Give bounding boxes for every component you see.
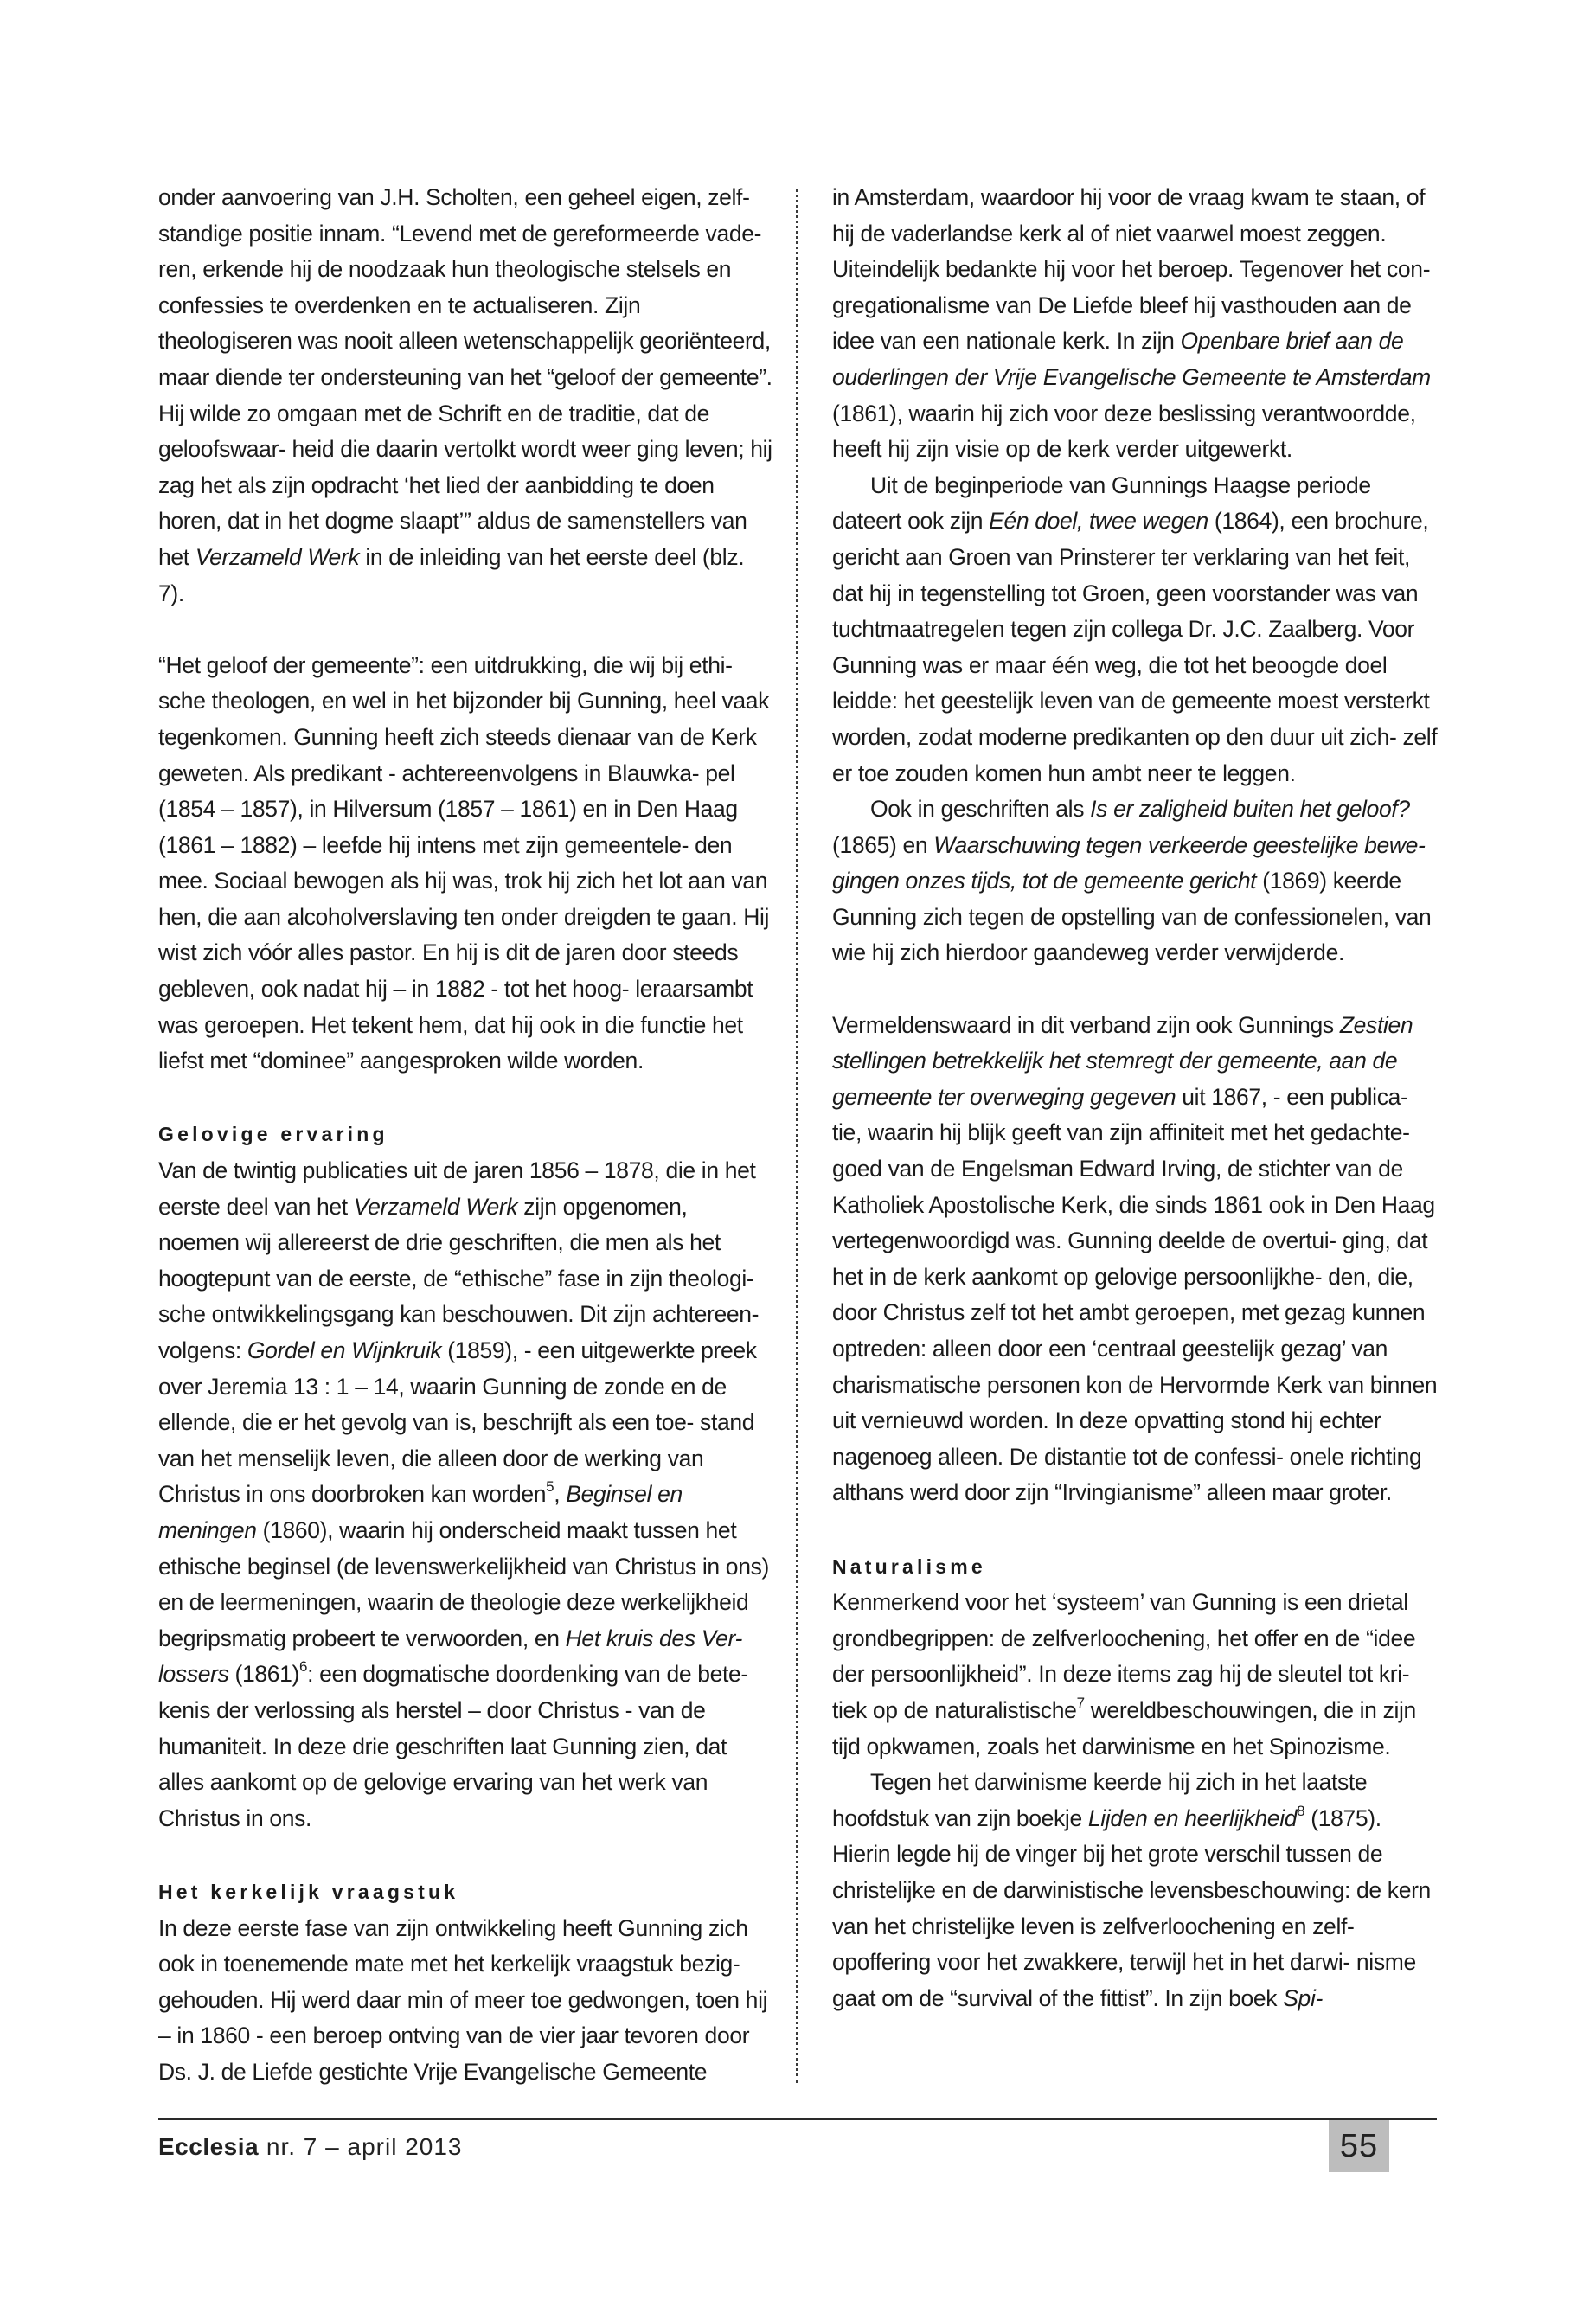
amsterdam-paragraph: in Amsterdam, waardoor hij voor de vraag kwam te staan, of hij de vaderlandse kerk al of niet vaarwel moest zeggen. Uiteindelijk bedankte hij voor het beroep. Tegenover het con- gregationalisme van De Liefde bleef hij vasthouden aan de idee van een nationale kerk. In zijn Openbare brief aan de ouderlingen der Vrije Evangelische Gemeente te Amsterdam (1861), waarin hij zich voor deze beslissing verantwoordde, heeft hij zijn visie op de kerk verder uitgewerkt. [832, 184, 1431, 463]
book-title: Gordel en Wijnkruik [247, 1337, 442, 1363]
footnote-ref-8: 8 [1297, 1802, 1305, 1819]
publication-name: Ecclesia [158, 2133, 260, 2160]
book-title: Verzameld Werk [353, 1193, 518, 1220]
book-title: Lijden en heerlijkheid [1087, 1804, 1298, 1831]
left-column [158, 180, 774, 2090]
book-title: Openbare brief aan de ouderlingen der Vrije Evangelische Gemeente te Amsterdam [832, 328, 1431, 390]
footer-rule [158, 2118, 1437, 2120]
book-title: Beginsel en meningen [158, 1481, 683, 1543]
footer-publication [158, 2130, 462, 2164]
book-title: Waarschuwing tegen verkeerde geestelijke bewe- gingen onzes tijds, tot de gemeente gericht [832, 831, 1426, 894]
section-heading-naturalisme: Naturalisme [832, 1554, 986, 1578]
gelovige-ervaring-paragraph: Van de twintig publicaties uit de jaren 1856 – 1878, die in het eerste deel van het Verzameld Werk zijn opgenomen, noemen wij allereerst de drie geschriften, die men als het hoogtepunt van de eerste, de “ethische” fase in zijn theologi- sche ontwikkelingsgang kan beschouwen. Dit zijn achtereen- volgens: Gordel en Wijnkruik (1859), - een uitgewerkte preek over Jeremia 13 : 1 – 14, waarin Gunning de zonde en de ellende, die er het gevolg van is, beschrijft als een toe- stand van het menselijk leven, die alleen door de werking van Christus in ons doorbroken kan worden$^5$, Beginsel en meningen (1860), waarin hij onderscheid maakt tussen het ethische beginsel (de levenswerkelijkheid van Christus in ons) en de leermeningen, waarin de theologie deze werkelijkheid begripsmatig probeert te verwoorden, en Het kruis des Ver- lossers $(1861)^6$: een dogmatische doordenking van de bete- kenis der verlossing als herstel – door Christus - van de humaniteit. In deze drie geschriften laat Gunning zien, dat alles aankomt op de gelovige ervaring van het werk van Christus in ons. [158, 1157, 769, 1831]
column-divider [796, 189, 798, 2083]
book-title: Het kruis des Ver- lossers [158, 1625, 742, 1688]
right-column [832, 180, 1438, 2016]
book-title: Is er zaligheid buiten het geloof? [1090, 796, 1410, 823]
haagse-periode-paragraph: Uit de beginperiode van Gunnings Haagse periode dateert ook zijn Eén doel, twee wegen (1864), een brochure, gericht aan Groen van Prinsterer ter verklaring van het feit, dat hij in tegenstelling tot Groen, geen voorstander was van tuchtmaatregelen tegen zijn collega Dr. J.C. Zaalberg. Voor Gunning was er maar één weg, die tot het beoogde doel leidde: het geestelijk leven van de gemeente moest versterkt worden, zodat moderne predikanten op den duur uit zich- zelf er toe zouden komen hun ambt neer te leggen. [832, 471, 1438, 786]
book-title: Verzameld Werk [195, 543, 360, 570]
book-title: Eén doel, twee wegen [989, 508, 1208, 535]
issue-info: nr. 7 – april 2013 [259, 2133, 463, 2160]
page-number: 55 [1339, 2127, 1379, 2164]
book-title: Spi- [1283, 1984, 1323, 2011]
darwinisme-paragraph: Tegen het darwinisme keerde hij zich in het laatste hoofdstuk van zijn boekje Lijden en heerlijkheid$^8$ (1875). Hierin legde hij de vinger bij het grote verschil tussen de christelijke en de darwinistische levensbeschouwing: de kern van het christelijke leven is zelfverloochening en zelf- opoffering voor het zwakkere, terwijl het in het darwi- nisme gaat om de “survival of the fittist”. In zijn boek Spi- [832, 1769, 1431, 2011]
book-title: Zestien stellingen betrekkelijk het stemregt der gemeente, aan de gemeente ter overweging gegeven [832, 1011, 1413, 1110]
footnote-ref-6: 6 [299, 1658, 308, 1676]
irving-paragraph: Vermeldenswaard in dit verband zijn ook Gunnings Zestien stellingen betrekkelijk het stemregt der gemeente, aan de gemeente ter overweging gegeven uit 1867, - een publica- tie, waarin hij blijk geeft van zijn affiniteit met het gedachte- goed van de Engelsman Edward Irving, de stichter van de Katholiek Apostolische Kerk, die sinds 1861 ook in Den Haag vertegenwoordigd was. Gunning deelde de overtui- ging, dat het in de kerk aankomt op gelovige persoonlijkhe- den, die, door Christus zelf tot het ambt geroepen, met gezag kunnen optreden: alleen door een ‘centraal geestelijk gezag’ van charismatische personen kon de Hervormde Kerk van binnen uit vernieuwd worden. In deze opvatting stond hij echter nagenoeg alleen. De distantie tot de confessi- onele richting althans werd door zijn “Irvingianisme” alleen maar groter. [832, 1011, 1438, 1506]
section-heading-kerkelijk-vraagstuk: Het kerkelijk vraagstuk [158, 1880, 459, 1903]
naturalisme-paragraph: Kenmerkend voor het ‘systeem’ van Gunning is een drietal grondbegrippen: de zelfverloochening, het offer en de “idee der persoonlijkheid”. In deze items zag hij de sleutel tot kri- tiek op de naturalistische$^7$ wereldbeschouwingen, die in zijn tijd opkwamen, zoals het darwinisme en het Spinozisme. [832, 1589, 1416, 1759]
footnote-ref-7: 7 [1076, 1694, 1085, 1711]
kerkelijk-vraagstuk-paragraph: In deze eerste fase van zijn ontwikkeling heeft Gunning zich ook in toenemende mate met het kerkelijk vraagstuk bezig- gehouden. Hij werd daar min of meer toe gedwongen, toen hij – in 1860 - een beroep ontving van de vier jaar tevoren door Ds. J. de Liefde gestichte Vrije Evangelische Gemeente [158, 1914, 768, 2085]
intro-paragraph: onder aanvoering van J.H. Scholten, een geheel eigen, zelf- standige positie innam. “Levend met de gereformeerde vade- ren, erkende hij de noodzaak hun theologische stelsels en confessies te overdenken en te actualiseren. Zijn theologiseren was nooit alleen wetenschappelijk georiënteerd, maar diende ter ondersteuning van het “geloof der gemeente”. Hij wilde zo omgaan met de Schrift en de traditie, dat de geloofswaar- heid die daarin vertolkt wordt weer ging leven; hij zag het als zijn opdracht ‘het lied der aanbidding te doen horen, dat in het dogme slaapt’” aldus de samenstellers van het Verzameld Werk in de inleiding van het eerste deel (blz. 7). [158, 184, 772, 606]
geschriften-paragraph: Ook in geschriften als Is er zaligheid buiten het geloof? (1865) en Waarschuwing tegen verkeerde geestelijke bewe- gingen onzes tijds, tot de gemeente gericht (1869) keerde Gunning zich tegen de opstelling van de confessionelen, van wie hij zich hierdoor gaandeweg verder verwijderde. [832, 796, 1432, 966]
section-heading-gelovige-ervaring: Gelovige ervaring [158, 1123, 388, 1146]
footnote-ref-5: 5 [546, 1478, 554, 1496]
geloof-paragraph: “Het geloof der gemeente”: een uitdrukking, die wij bij ethi- sche theologen, en wel in het bijzonder bij Gunning, heel vaak tegenkomen. Gunning heeft zich steeds dienaar van de Kerk geweten. Als predikant - achtereenvolgens in Blauwka- pel (1854 – 1857), in Hilversum (1857 – 1861) en in Den Haag (1861 – 1882) – leefde hij intens met zijn gemeentele- den mee. Sociaal bewogen als hij was, trok hij zich het lot aan van hen, die aan alcoholverslaving ten onder dreigden te gaan. Hij wist zich vóór alles pastor. En hij is dit de jaren door steeds gebleven, ook nadat hij – in 1882 - tot het hoog- leraarsambt was geroepen. Het tekent hem, dat hij ook in die functie het liefst met “dominee” aangesproken wilde worden. [158, 651, 770, 1074]
page-number-box [1329, 2120, 1389, 2172]
